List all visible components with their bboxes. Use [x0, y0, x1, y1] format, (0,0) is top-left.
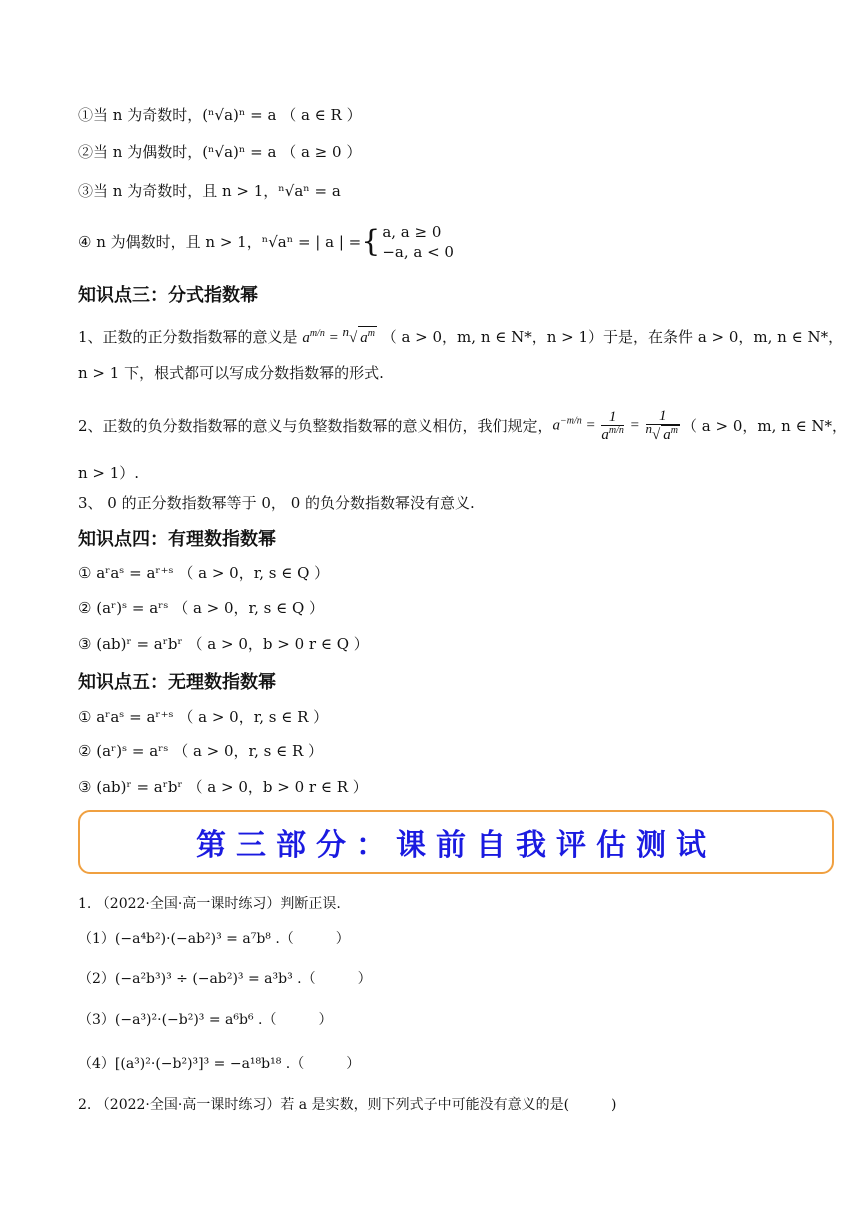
s3-p2-text-b: （ a > 0，m, n ∈ N*，: [682, 417, 848, 435]
root-rule-4-lead: ④ n 为偶数时，且 n > 1，ⁿ√aⁿ = | a | =: [78, 233, 362, 251]
question-1-item-3: （3）(−a³)²·(−b²)³ = a⁶b⁶ .（ ）: [78, 1012, 333, 1028]
case-1: a, a ≥ 0: [382, 223, 442, 241]
s3-p2-text-a: 2、正数的负分数指数幂的意义与负整数指数幂的意义相仿，我们规定，: [78, 417, 553, 435]
question-1-item-2: （2）(−a²b³)³ ÷ (−ab²)³ = a³b³ .（ ）: [78, 971, 372, 987]
formula-negative-fraction-exp: $a^{-m/n}$ = $\frac{1}{a^{m/n}}$ = $\frac{1}{^n√ a^m}$: [552, 408, 679, 443]
root-rule-4: [78, 222, 454, 262]
s3-p1-text-a: 1、正数的正分数指数幂的意义是: [78, 328, 298, 346]
question-1-item-1: （1）(−a⁴b²)·(−ab²)³ = a⁷b⁸ .（ ）: [78, 931, 350, 947]
formula-positive-fraction-exp: $a^{m/n} = ^n√$ $a^m$: [302, 330, 377, 346]
root-rule-1: ①当 n 为奇数时，(ⁿ√a)ⁿ = a （ a ∈ R ）: [78, 106, 362, 124]
s3-paragraph-1: [78, 326, 843, 349]
s3-p1-text-b: （ a > 0，m, n ∈ N*，n > 1）于是，在条件 a > 0，m, n ∈ N*，: [381, 328, 844, 346]
section3-heading: 知识点三：分式指数幂: [78, 285, 258, 306]
section5-heading: 知识点五：无理数指数幂: [78, 672, 276, 693]
section-banner: [78, 810, 834, 874]
s3-paragraph-2-cont: n > 1）.: [78, 464, 140, 482]
s5-law-1: ① aʳaˢ = aʳ⁺ˢ （ a > 0，r, s ∈ R ）: [78, 708, 329, 726]
s5-law-3: ③ (ab)ʳ = aʳbʳ （ a > 0，b > 0 r ∈ R ）: [78, 778, 368, 796]
s3-paragraph-3: 3、 0 的正分数指数幂等于 0， 0 的负分数指数幂没有意义.: [78, 494, 475, 512]
s4-law-3: ③ (ab)ʳ = aʳbʳ （ a > 0，b > 0 r ∈ Q ）: [78, 635, 369, 653]
s4-law-2: ② (aʳ)ˢ = aʳˢ （ a > 0，r, s ∈ Q ）: [78, 599, 325, 617]
s5-law-2: ② (aʳ)ˢ = aʳˢ （ a > 0，r, s ∈ R ）: [78, 742, 324, 760]
section4-heading: 知识点四：有理数指数幂: [78, 529, 276, 550]
brace-symbol: {: [361, 224, 381, 259]
question-1: 1. （2022·全国·高一课时练习）判断正误.: [78, 896, 341, 912]
root-rule-3: ③当 n 为奇数时，且 n > 1，ⁿ√aⁿ = a: [78, 182, 341, 200]
root-rule-2: ②当 n 为偶数时，(ⁿ√a)ⁿ = a （ a ≥ 0 ）: [78, 143, 362, 161]
question-1-item-4: （4）[(a³)²·(−b²)³]³ = −a¹⁸b¹⁸ .（ ）: [78, 1056, 361, 1072]
s3-paragraph-1-cont: n > 1 下，根式都可以写成分数指数幂的形式.: [78, 364, 384, 382]
banner-title: 第三部分：课前自我评估测试: [196, 828, 716, 863]
piecewise-cases: [382, 222, 454, 262]
s4-law-1: ① aʳaˢ = aʳ⁺ˢ （ a > 0，r, s ∈ Q ）: [78, 564, 330, 582]
question-2: 2. （2022·全国·高一课时练习）若 a 是实数，则下列式子中可能没有意义的是( ): [78, 1097, 617, 1113]
s3-paragraph-2: [78, 400, 847, 452]
case-2: −a, a < 0: [382, 243, 454, 261]
